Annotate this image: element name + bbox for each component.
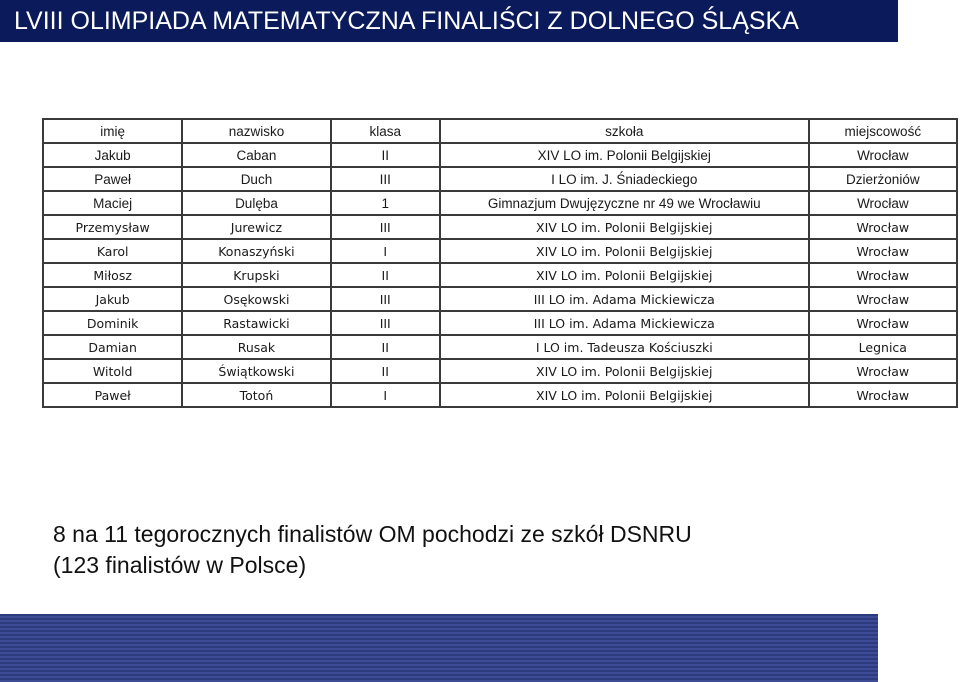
cell-city: Wrocław [809,263,957,287]
footer-band [0,614,878,682]
cell-first-name: Miłosz [43,263,182,287]
table-row [43,215,957,239]
cell-school: III LO im. Adama Mickiewicza [440,311,809,335]
page-title: LVIII OLIMPIADA MATEMATYCZNA FINALIŚCI Z DOLNEGO ŚLĄSKA [14,7,799,35]
cell-first-name: Witold [43,359,182,383]
cell-class: III [331,287,440,311]
cell-city: Dzierżoniów [809,167,957,191]
table-row [43,191,957,215]
cell-last-name: Krupski [182,263,330,287]
cell-class: III [331,167,440,191]
title-bar [0,0,898,42]
cell-last-name: Rastawicki [182,311,330,335]
summary-note [53,519,692,581]
cell-last-name: Osękowski [182,287,330,311]
cell-class: III [331,215,440,239]
cell-city: Wrocław [809,311,957,335]
cell-first-name: Przemysław [43,215,182,239]
cell-class: 1 [331,191,440,215]
cell-first-name: Jakub [43,287,182,311]
cell-last-name: Dulęba [182,191,330,215]
finalists-table [42,118,958,408]
cell-school: XIV LO im. Polonii Belgijskiej [440,383,809,407]
cell-class: II [331,359,440,383]
cell-school: III LO im. Adama Mickiewicza [440,287,809,311]
cell-first-name: Paweł [43,383,182,407]
table-row [43,287,957,311]
cell-first-name: Dominik [43,311,182,335]
cell-last-name: Duch [182,167,330,191]
cell-city: Legnica [809,335,957,359]
cell-school: XIV LO im. Polonii Belgijskiej [440,143,809,167]
cell-class: I [331,239,440,263]
cell-city: Wrocław [809,359,957,383]
cell-school: Gimnazjum Dwujęzyczne nr 49 we Wrocławiu [440,191,809,215]
cell-school: XIV LO im. Polonii Belgijskiej [440,359,809,383]
cell-first-name: Jakub [43,143,182,167]
summary-note-line-1: 8 na 11 tegorocznych finalistów OM pochodzi ze szkół DSNRU [53,521,692,547]
header-first-name: imię [43,119,182,143]
cell-first-name: Maciej [43,191,182,215]
cell-last-name: Konaszyński [182,239,330,263]
table-row [43,263,957,287]
cell-school: XIV LO im. Polonii Belgijskiej [440,263,809,287]
table-row [43,143,957,167]
cell-city: Wrocław [809,215,957,239]
cell-last-name: Rusak [182,335,330,359]
cell-school: XIV LO im. Polonii Belgijskiej [440,239,809,263]
cell-last-name: Caban [182,143,330,167]
table-row [43,335,957,359]
table-row [43,167,957,191]
cell-last-name: Świątkowski [182,359,330,383]
cell-first-name: Paweł [43,167,182,191]
header-last-name: nazwisko [182,119,330,143]
cell-last-name: Totoń [182,383,330,407]
cell-first-name: Damian [43,335,182,359]
cell-school: XIV LO im. Polonii Belgijskiej [440,215,809,239]
cell-city: Wrocław [809,287,957,311]
cell-city: Wrocław [809,143,957,167]
header-city: miejscowość [809,119,957,143]
cell-last-name: Jurewicz [182,215,330,239]
cell-class: III [331,311,440,335]
header-school: szkoła [440,119,809,143]
cell-class: I [331,383,440,407]
cell-city: Wrocław [809,191,957,215]
cell-first-name: Karol [43,239,182,263]
cell-class: II [331,143,440,167]
table-row [43,383,957,407]
table-row [43,239,957,263]
table-header-row [43,119,957,143]
summary-note-line-2: (123 finalistów w Polsce) [53,552,307,578]
cell-city: Wrocław [809,239,957,263]
table-row [43,311,957,335]
header-class: klasa [331,119,440,143]
cell-city: Wrocław [809,383,957,407]
cell-school: I LO im. J. Śniadeckiego [440,167,809,191]
table-row [43,359,957,383]
cell-school: I LO im. Tadeusza Kościuszki [440,335,809,359]
cell-class: II [331,263,440,287]
cell-class: II [331,335,440,359]
